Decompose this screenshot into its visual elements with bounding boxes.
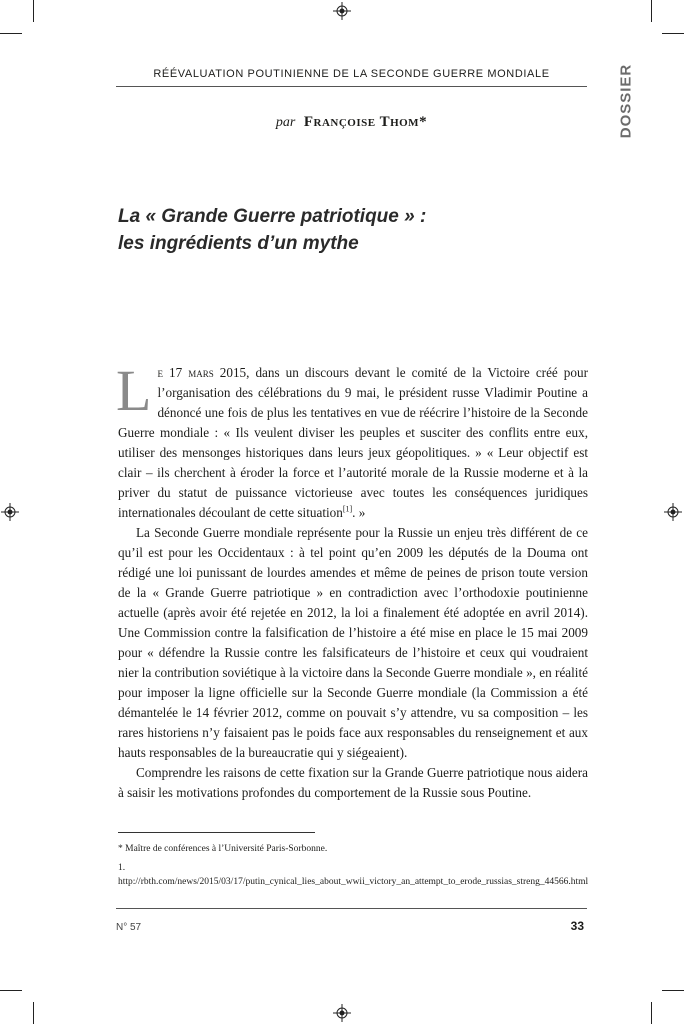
footnote-ref[interactable]: [1] xyxy=(342,504,353,514)
crop-mark xyxy=(651,0,652,22)
crop-mark xyxy=(0,990,22,991)
crop-mark xyxy=(33,0,34,22)
header-rule xyxy=(116,86,587,87)
registration-mark-icon xyxy=(333,2,351,20)
footnote-1[interactable]: 1. http://rbth.com/news/2015/03/17/putin_cynical_lies_about_wwii_victory_an_attempt_to_erode_russias_streng_44566.html xyxy=(118,863,589,887)
title-line-2: les ingrédients d’un mythe xyxy=(118,233,359,254)
article-body xyxy=(116,358,588,803)
paragraph xyxy=(116,358,588,523)
footnotes xyxy=(118,842,588,894)
registration-mark-icon xyxy=(333,1004,351,1022)
issue-number: N° 57 xyxy=(116,922,142,933)
registration-mark-icon xyxy=(1,503,19,521)
section-tab xyxy=(616,56,636,146)
page-number: 33 xyxy=(570,919,584,933)
paragraph: Comprendre les raisons de cette fixation sur la Grande Guerre patriotique nous aidera à saisir les motivations profondes du comportement de la Russie sous Poutine. xyxy=(118,765,588,800)
drop-cap: L xyxy=(116,358,152,423)
paragraph-text: , dans un discours devant le comité de la Victoire créé pour l’organisation des célébrations du 9 mai, le président russe Vladimir Poutine a dénoncé une fois de plus les tentatives en vue de réécrire l’histoire de la Seconde Guerre mondiale : « Ils veulent diviser les peuples et susciter des conflits entre eux, utiliser des mensonges historiques dans leurs jeux géopolitiques. » « Leur objectif est clair – ils cherchent à éroder la force et l’autorité morale de la Russie moderne et à la priver du statut de puissance victorieuse avec toutes les conséquences juridiques internationales découlant de cette situation xyxy=(118,365,588,520)
crop-mark xyxy=(662,990,684,991)
author-name: Françoise Thom* xyxy=(303,114,428,130)
running-header: RÉÉVALUATION POUTINIENNE DE LA SECONDE GUERRE MONDIALE xyxy=(153,68,550,80)
byline-prefix: par xyxy=(275,115,296,130)
crop-mark xyxy=(33,1002,34,1024)
footer-rule xyxy=(116,908,587,909)
footnote-author: * Maître de conférences à l’Université Paris-Sorbonne. xyxy=(118,844,328,854)
lead-in: e 17 mars 2015 xyxy=(157,365,247,380)
footnote-rule xyxy=(118,832,315,833)
article-title xyxy=(118,203,588,257)
byline xyxy=(116,114,587,131)
crop-mark xyxy=(0,33,22,34)
title-line-1: La « Grande Guerre patriotique » : xyxy=(118,206,427,227)
section-tab-label: DOSSIER xyxy=(617,63,635,139)
registration-mark-icon xyxy=(664,503,682,521)
crop-mark xyxy=(662,33,684,34)
paragraph-text-end: . » xyxy=(352,505,366,520)
crop-mark xyxy=(651,1002,652,1024)
paragraph: La Seconde Guerre mondiale représente pour la Russie un enjeu très différent de ce qu’il est pour les Occidentaux : à tel point qu’en 2009 les députés de la Douma ont rédigé une loi punissant de lourdes amendes et même de peines de prison toute version de la « Grande Guerre patriotique » en contradiction avec l’orthodoxie poutinienne actuelle (après avoir été rejetée en 2012, la loi a finalement été adoptée en avril 2014). Une Commission contre la falsification de l’histoire a été mise en place le 15 mai 2009 pour « défendre la Russie contre les falsificateurs de l’histoire et ceux qui voudraient nier la contribution soviétique à la victoire dans la Seconde Guerre mondiale », en réalité pour imposer la ligne officielle sur la Seconde Guerre mondiale (la Commission a été démantelée le 14 février 2012, comme on pouvait s’y attendre, vu sa composition – les rares historiens n’y faisaient pas le poids face aux responsables du renseignement et aux hauts responsables de la bureaucratie qui y siégeaient). xyxy=(118,525,588,760)
